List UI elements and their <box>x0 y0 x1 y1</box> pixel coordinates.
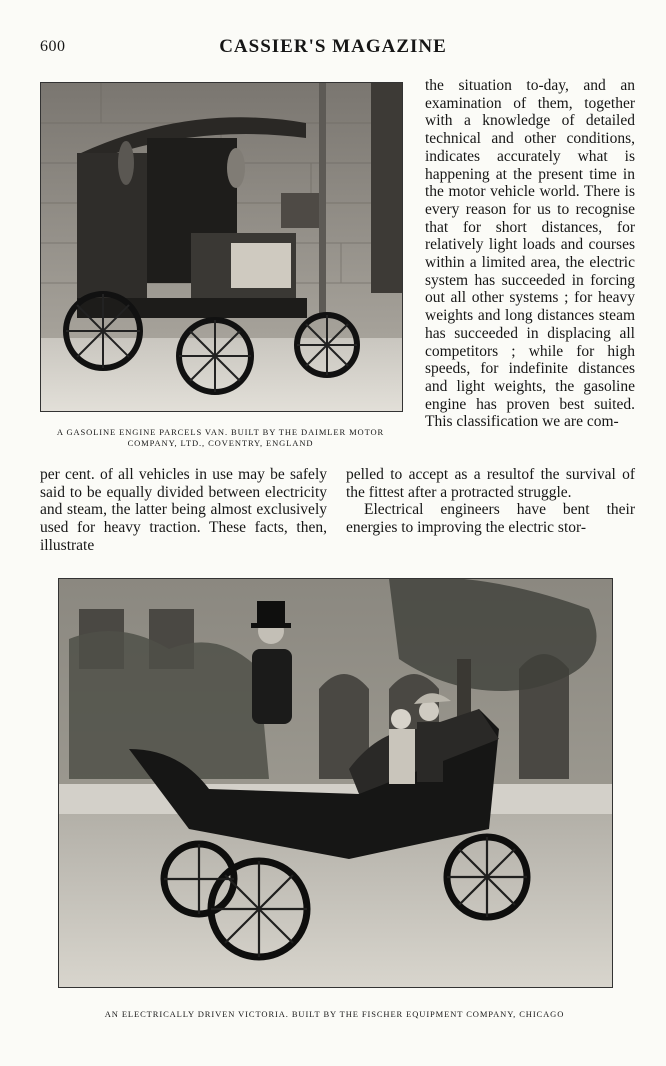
photo-electric-victoria <box>58 578 613 988</box>
body-text-left-column <box>40 466 327 555</box>
page-number: 600 <box>40 38 66 55</box>
paragraph: the situation to-day, and an examination of them, together with a knowledge of detailed technical and other conditions, indicates accurately what is happening at the present time in the motor vehicle world. There is every reason for us to recognise that for short distances, for relatively light loads and courses within a limited area, the electric system has succeeded in forcing out all other systems ; for heavy weights and long distances steam has succeeded in displacing all competitors ; while for high speeds, for indefinite distances and light weights, the gasoline engine has proven best suited. This classification we are com- <box>425 77 635 431</box>
running-head: CASSIER'S MAGAZINE <box>219 36 447 57</box>
paragraph: Electrical engineers have bent their energies to improving the electric stor- <box>346 501 635 537</box>
photo-parcels-van <box>40 82 403 412</box>
paragraph: pelled to accept as a resultof the survival of the fittest after a protracted struggle. <box>346 466 635 501</box>
parcels-van-illustration <box>41 83 402 411</box>
paragraph: per cent. of all vehicles in use may be safely said to be equally divided between electricity and steam, the latter being almost exclusively used for heavy traction. These facts, then, illustrate <box>40 466 327 554</box>
electric-victoria-illustration <box>59 579 612 987</box>
body-text-right-column <box>346 466 635 537</box>
figure-caption-electric-victoria: AN ELECTRICALLY DRIVEN VICTORIA. BUILT BY THE FISCHER EQUIPMENT COMPANY, CHICAGO <box>104 1009 565 1019</box>
figure-caption-parcels-van: A GASOLINE ENGINE PARCELS VAN. BUILT BY THE DAIMLER MOTOR COMPANY, LTD., COVENTRY, ENGLAND <box>56 427 385 448</box>
body-text-right-top <box>425 77 635 431</box>
